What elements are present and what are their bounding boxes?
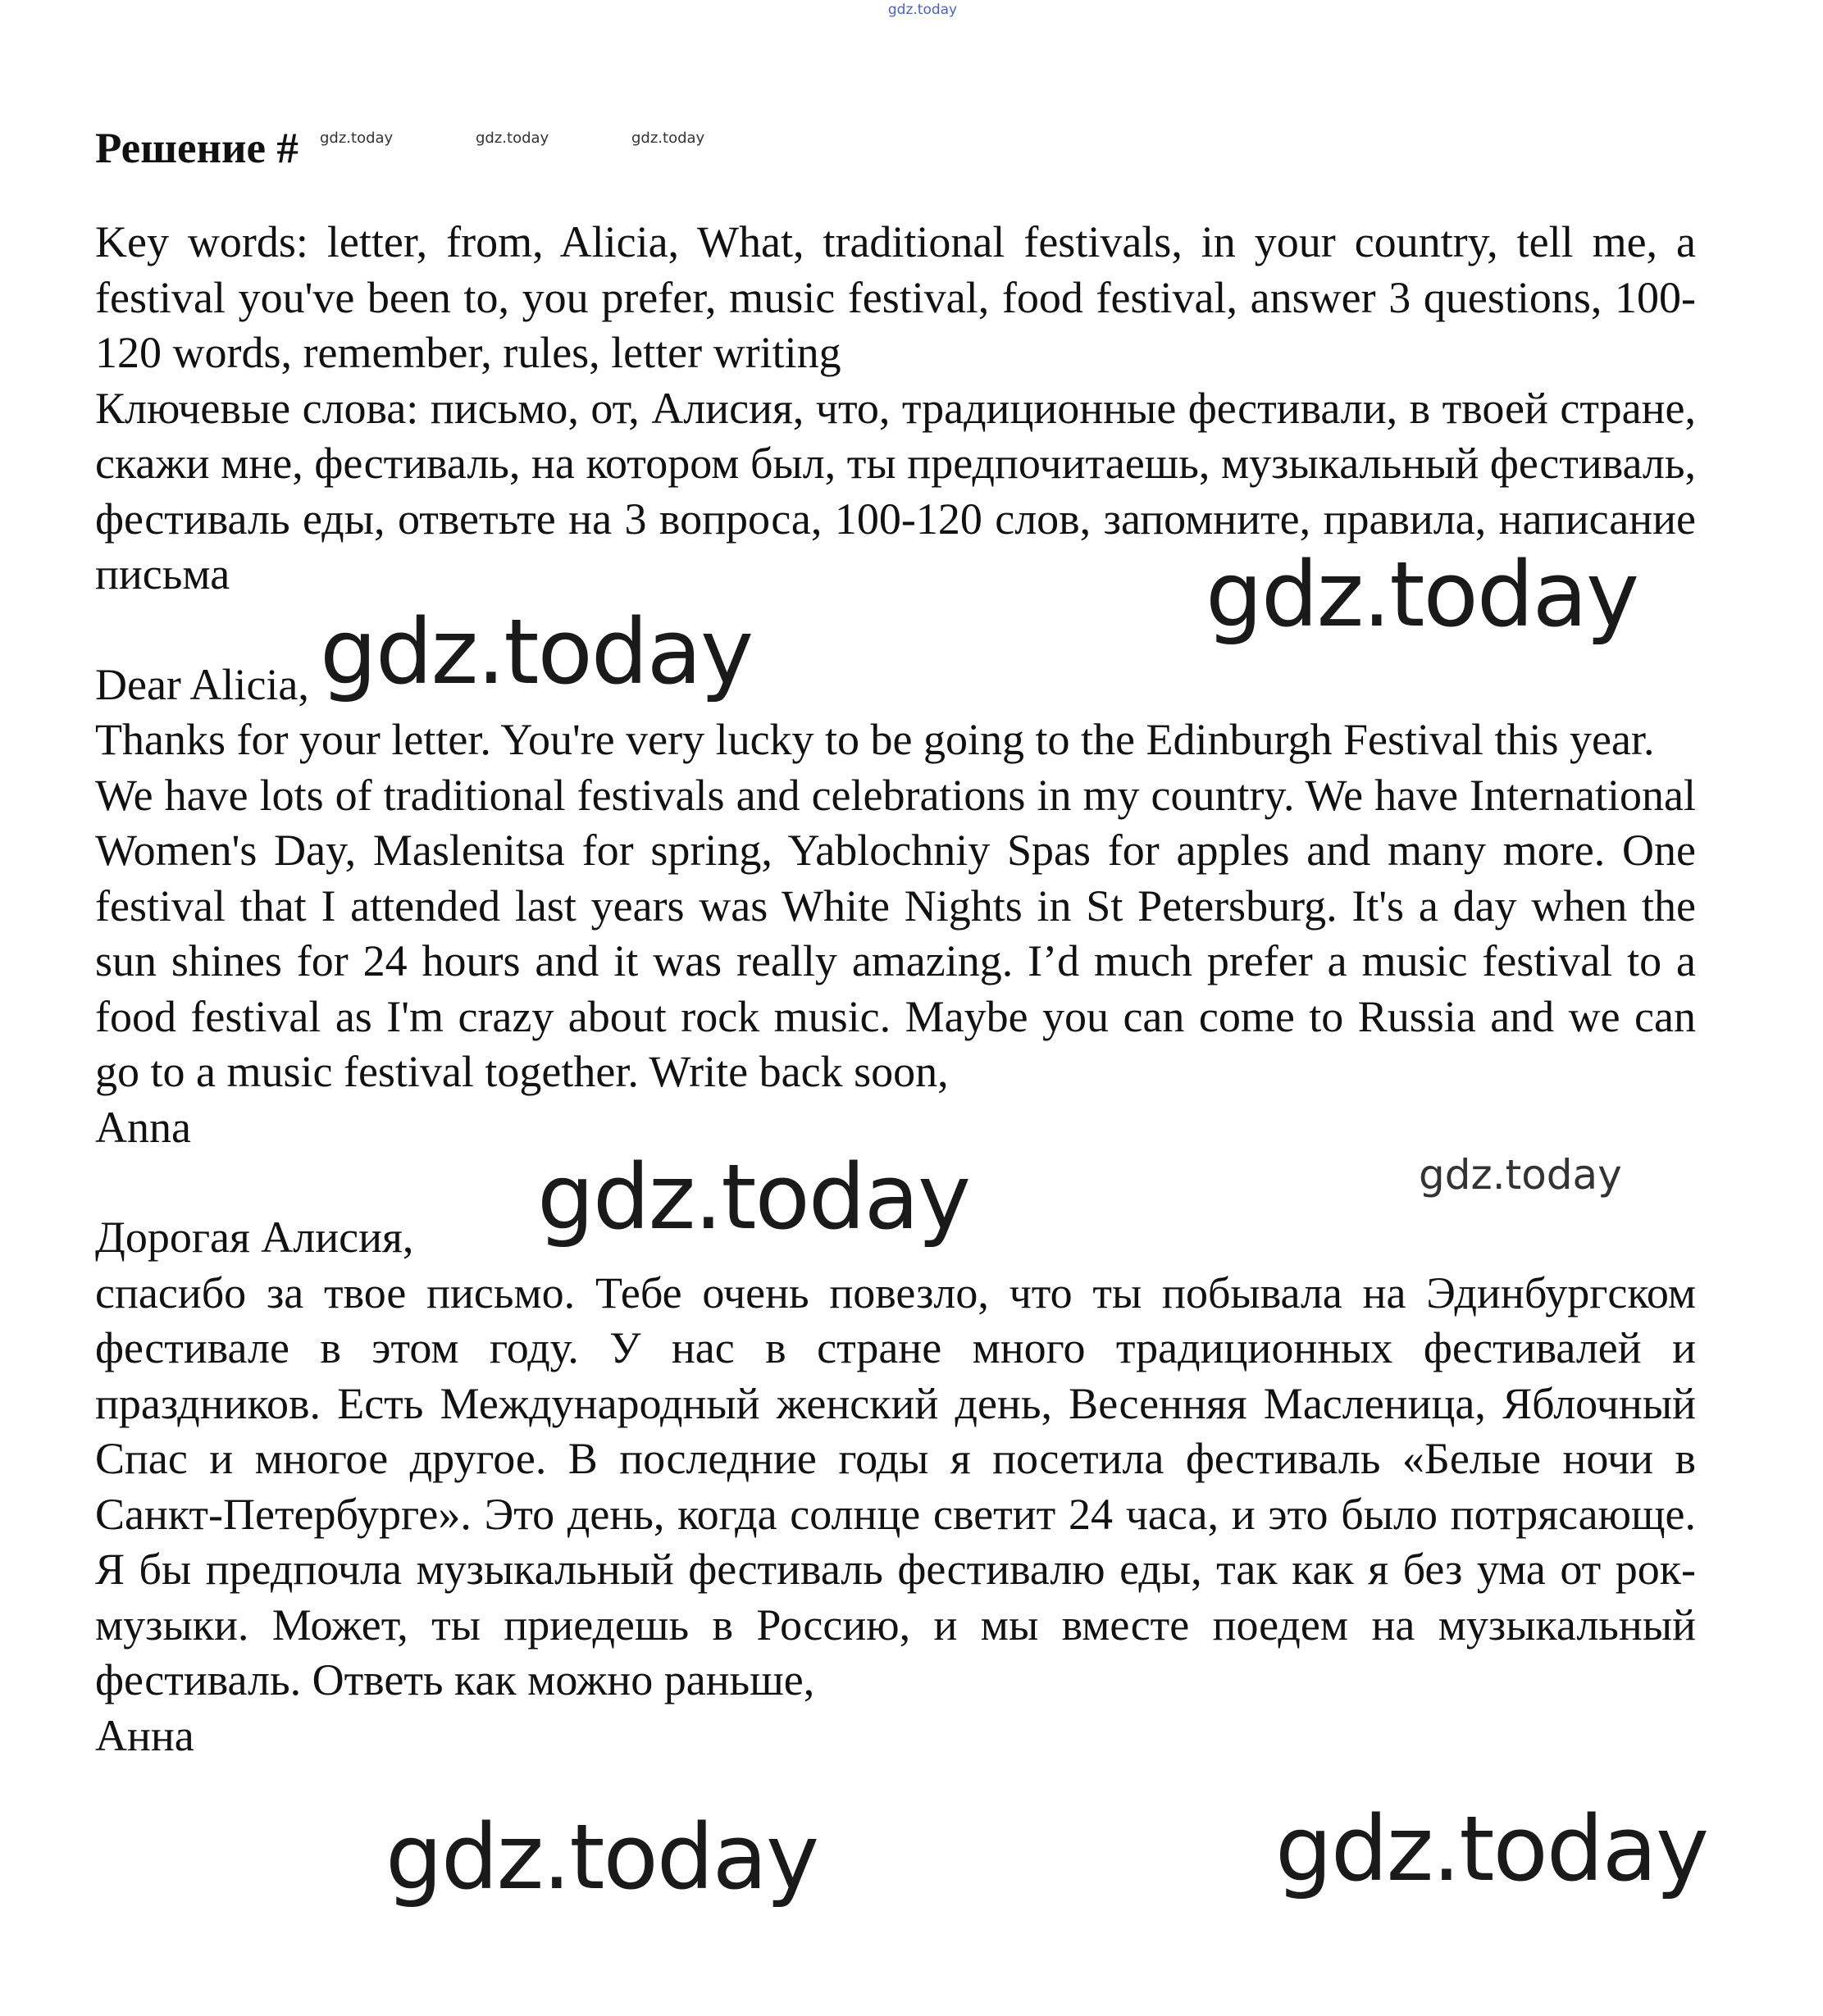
letter-en-signature: Anna (95, 1102, 191, 1152)
small-watermark: gdz.today (476, 130, 549, 147)
solution-title: Решение # (95, 125, 299, 172)
small-watermark: gdz.today (320, 130, 394, 147)
letter-ru-body: спасибо за твое письмо. Тебе очень повезло, что ты побывала на Эдинбургском фестивале в этом году. У нас в стране много традиционных фестивалей и праздников. Есть Международный женский день, Весенняя Масленица, Яблочный Спас и многое другое. В последние годы я посетила фестиваль «Белые ночи в Санкт-Петербурге». Это день, когда солнце светит 24 часа, и это было потрясающе. Я бы предпочла музыкальный фестиваль фестивалю еды, так как я без ума от рок-музыки. Может, ты приедешь в Россию, и мы вместе поедем на музыкальный фестиваль. Ответь как можно раньше, (95, 1267, 1696, 1704)
large-watermark: gdz.today (1275, 1796, 1708, 1901)
letter-ru-signature: Анна (95, 1710, 194, 1760)
letter-ru-greeting: Дорогая Алисия, (95, 1213, 414, 1262)
letter-en-paragraph-1: Thanks for your letter. You're very lucky to be going to the Edinburgh Festival this year. (95, 715, 1655, 764)
top-watermark: gdz.today (887, 2, 958, 18)
letter-en-paragraph-2: We have lots of traditional festivals and celebrations in my country. We have International Women's Day, Maslenitsa for spring, Yablochniy Spas for apples and many more. One festival that I attended last years was White Nights in St Petersburg. It's a day when the sun shines for 24 hours and it was really amazing. I’d much prefer a music festival to a food festival as I'm crazy about rock music. Maybe you can come to Russia and we can go to a music festival together. Write back soon, (95, 770, 1696, 1096)
large-watermark: gdz.today (320, 599, 753, 704)
large-watermark: gdz.today (1205, 542, 1638, 647)
small-watermark: gdz.today (631, 130, 705, 147)
large-watermark: gdz.today (537, 1145, 970, 1249)
key-words-english: Key words: letter, from, Alicia, What, traditional festivals, in your country, tell me, a festival you've been to, you prefer, music festival, food festival, answer 3 questions, 100-120 words, remember, rules, letter writing (95, 217, 1696, 377)
document-body (95, 215, 1696, 1763)
letter-en-greeting: Dear Alicia, (95, 659, 309, 709)
medium-watermark: gdz.today (1419, 1151, 1622, 1199)
large-watermark: gdz.today (385, 1804, 818, 1909)
key-words-russian: Ключевые слова: письмо, от, Алисия, что, традиционные фестивали, в твоей стране, скажи мне, фестиваль, на котором был, ты предпочитаешь, музыкальный фестиваль, фестиваль еды, ответьте на 3 вопроса, 100-120 слов, запомните, правила, написание письма (95, 383, 1696, 598)
